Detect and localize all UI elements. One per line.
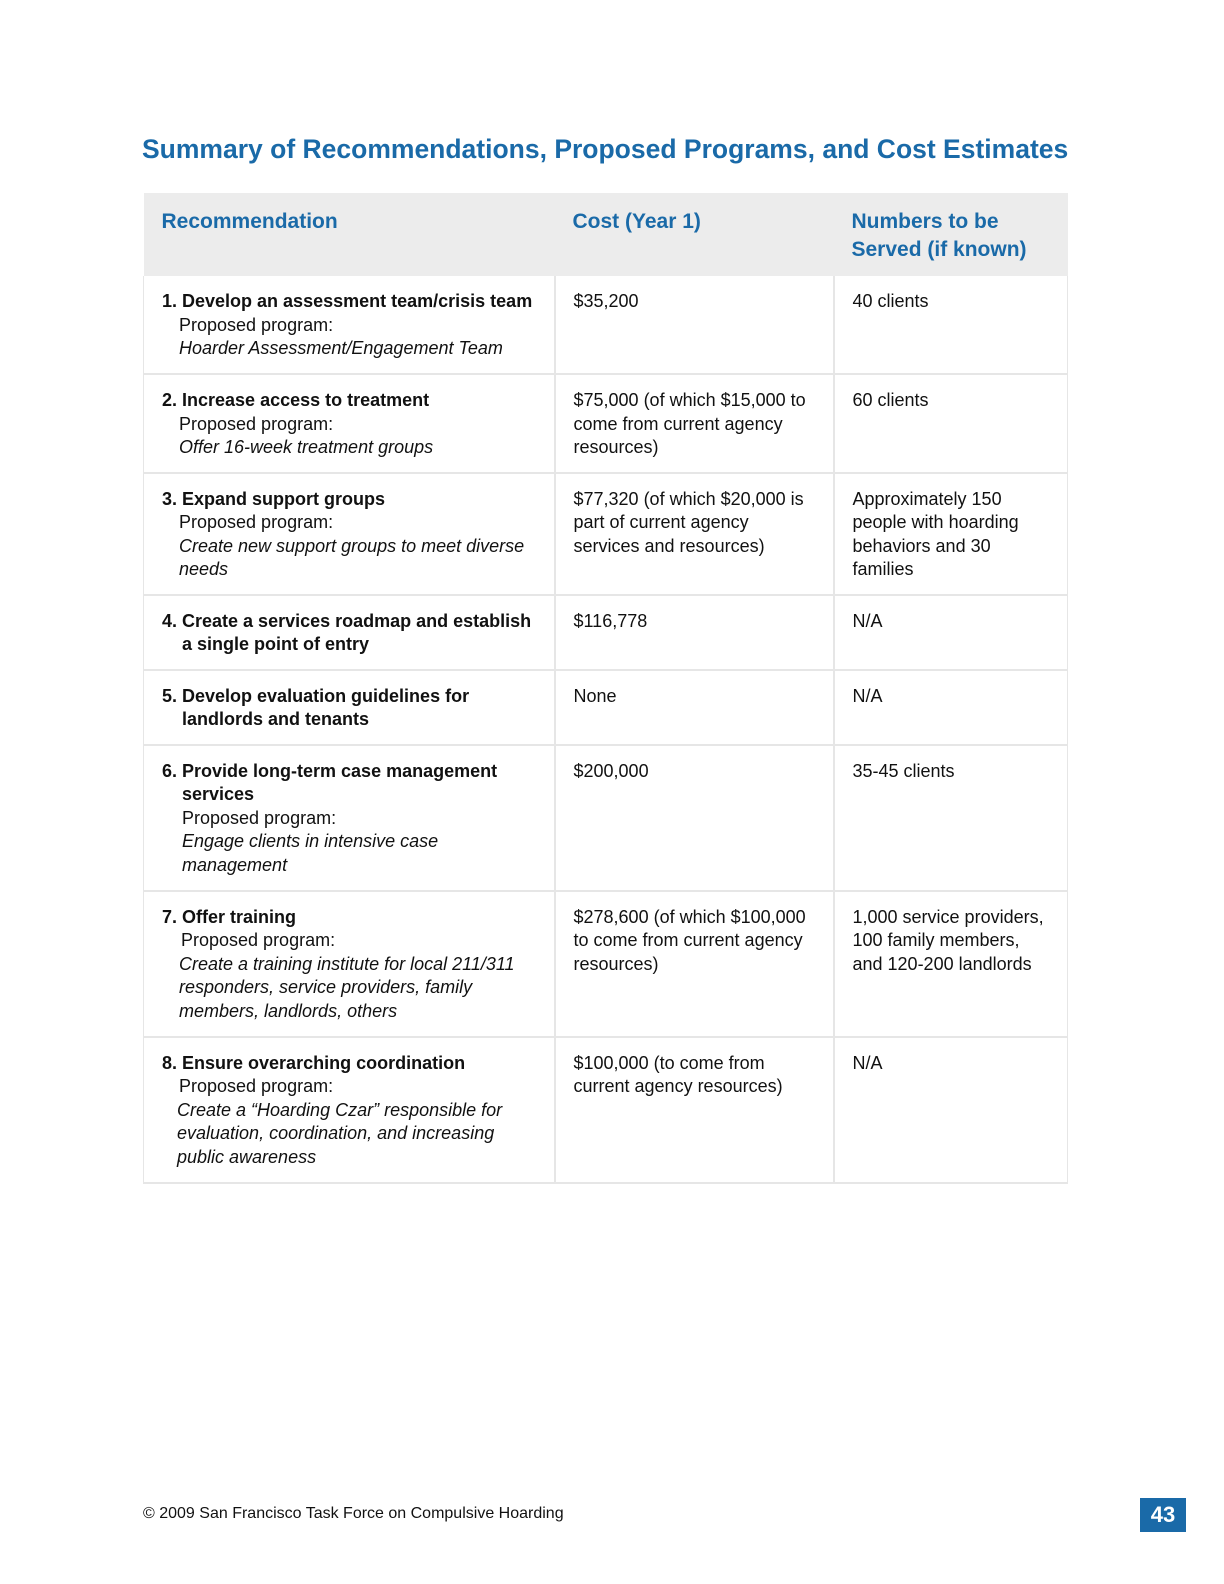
program-name: Offer 16-week treatment groups <box>179 437 434 457</box>
served-cell: N/A <box>834 595 1068 670</box>
recommendation-title: 3. Expand support groups <box>162 488 386 509</box>
recommendation-cell <box>144 595 555 670</box>
table-row <box>144 745 1068 891</box>
cost-cell: $278,600 (of which $100,000 to come from current agency resources) <box>555 891 834 1037</box>
served-cell: 40 clients <box>834 276 1068 374</box>
program-label: Proposed program: <box>179 314 334 335</box>
served-cell: N/A <box>834 670 1068 745</box>
program-name: Create a “Hoarding Czar” responsible for evaluation, coordination, and increasing public awareness <box>177 1099 503 1167</box>
recommendation-title: 5. Develop evaluation guidelines for landlords and tenants <box>162 685 470 729</box>
recommendation-cell <box>144 1037 555 1183</box>
page-title: Summary of Recommendations, Proposed Programs, and Cost Estimates <box>142 134 1069 164</box>
program-label: Proposed program: <box>181 930 336 950</box>
served-cell: N/A <box>834 1037 1068 1183</box>
summary-table <box>143 193 1068 1184</box>
recommendation-title: 4. Create a services roadmap and establish a single point of entry <box>162 610 532 654</box>
served-cell: 1,000 service providers, 100 family members, and 120-200 landlords <box>834 891 1068 1037</box>
recommendation-title: 6. Provide long-term case management services <box>162 760 498 804</box>
table-row <box>144 670 1068 745</box>
table-row <box>144 276 1068 374</box>
table-body <box>144 276 1068 1183</box>
recommendation-title: 1. Develop an assessment team/crisis team <box>162 291 533 311</box>
cost-cell: $75,000 (of which $15,000 to come from current agency resources) <box>555 374 834 473</box>
table-header <box>144 193 1068 276</box>
recommendation-cell <box>144 891 555 1037</box>
header-row <box>144 193 1068 276</box>
table-row <box>144 473 1068 595</box>
program-label: Proposed program: <box>179 512 334 532</box>
recommendation-cell <box>144 276 555 374</box>
recommendation-cell <box>144 473 555 595</box>
recommendation-cell <box>144 670 555 745</box>
served-cell: 35-45 clients <box>834 745 1068 891</box>
table-row <box>144 1037 1068 1183</box>
recommendation-cell <box>144 374 555 473</box>
table-row <box>144 374 1068 473</box>
recommendation-cell <box>144 745 555 891</box>
cost-cell: None <box>555 670 834 745</box>
header-cost: Cost (Year 1) <box>555 193 834 276</box>
recommendation-title: 8. Ensure overarching coordination <box>162 1052 466 1073</box>
cost-cell: $116,778 <box>555 595 834 670</box>
table-row <box>144 595 1068 670</box>
cost-cell: $100,000 (to come from current agency resources) <box>555 1037 834 1183</box>
header-recommendation: Recommendation <box>144 193 555 276</box>
program-name: Create new support groups to meet diverse needs <box>179 535 525 579</box>
recommendation-title: 2. Increase access to treatment <box>162 390 430 410</box>
served-cell: Approximately 150 people with hoarding behaviors and 30 families <box>834 473 1068 595</box>
program-label: Proposed program: <box>179 413 334 434</box>
cost-cell: $35,200 <box>555 276 834 374</box>
program-name: Create a training institute for local 211/311 responders, service providers, family members, landlords, others <box>179 953 515 1021</box>
cost-cell: $200,000 <box>555 745 834 891</box>
footer-copyright: © 2009 San Francisco Task Force on Compulsive Hoarding <box>143 1505 564 1522</box>
program-name: Engage clients in intensive case management <box>182 831 439 875</box>
program-name: Hoarder Assessment/Engagement Team <box>179 338 503 358</box>
served-cell: 60 clients <box>834 374 1068 473</box>
cost-cell: $77,320 (of which $20,000 is part of current agency services and resources) <box>555 473 834 595</box>
program-label: Proposed program: <box>179 1076 334 1096</box>
program-label: Proposed program: <box>182 807 337 828</box>
header-numbers-served: Numbers to be Served (if known) <box>834 193 1068 276</box>
table-row <box>144 891 1068 1037</box>
recommendation-title: 7. Offer training <box>162 906 297 927</box>
page-number-badge: 43 <box>1140 1498 1186 1532</box>
